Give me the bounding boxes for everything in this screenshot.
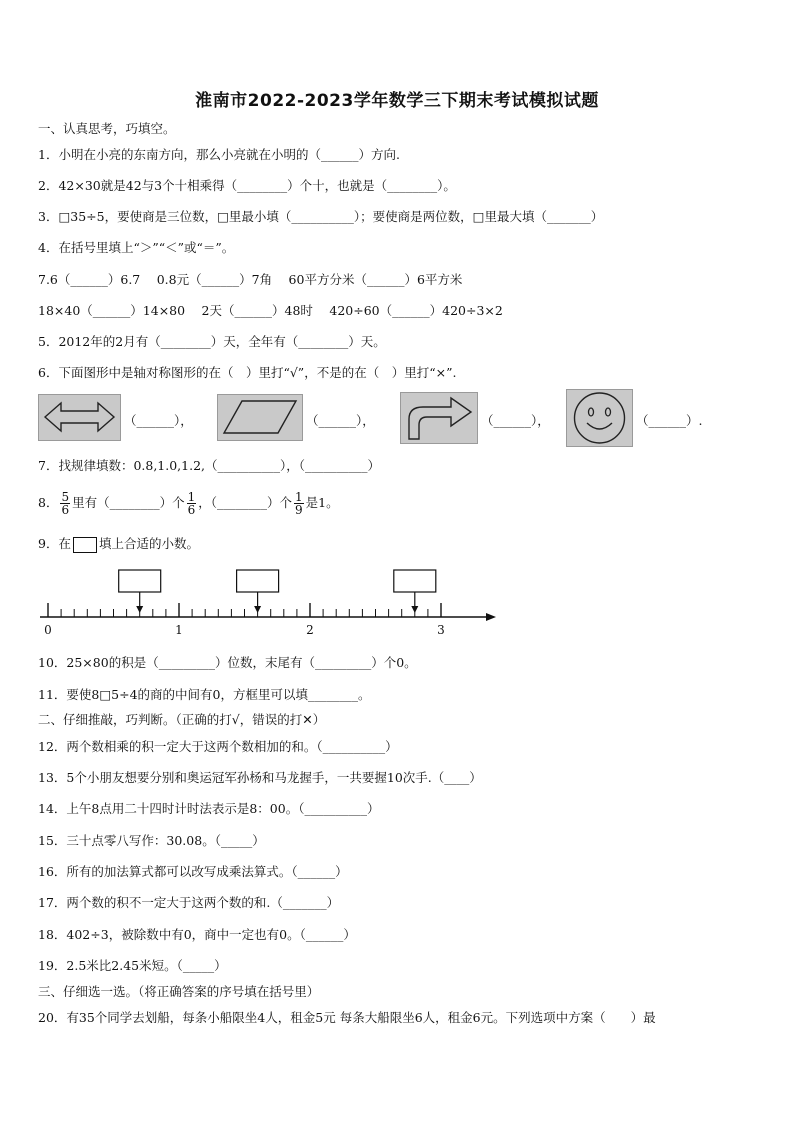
pointer-arrow-icon — [254, 606, 261, 613]
question-6: 6．下面图形中是轴对称图形的在（ ）里打“√”，不是的在（ ）里打“×”. — [38, 365, 457, 380]
number-line — [0, 560, 794, 640]
question-15: 15．三十点零八写作：30.08。（_____） — [38, 833, 265, 848]
question-18: 18．402÷3，被除数中有0，商中一定也有0。（______） — [38, 927, 356, 942]
question-10: 10．25×80的积是（_________）位数，末尾有（_________）个0。 — [38, 655, 417, 670]
question-8-text-1: 里有（________）个 — [72, 495, 185, 510]
answer-box-icon — [73, 537, 97, 553]
question-9: 9．在 填上合适的小数。 — [38, 536, 199, 551]
question-2: 2．42×30就是42与3个十相乘得（________）个十，也就是（________）。 — [38, 178, 456, 193]
question-16: 16．所有的加法算式都可以改写成乘法算式。（______） — [38, 864, 348, 879]
question-8-text-3: 是1。 — [305, 495, 339, 510]
question-3: 3．□35÷5，要使商是三位数，□里最小填（__________）；要使商是两位数，□里最大填（_______） — [38, 209, 604, 224]
question-8-number: 8． — [38, 495, 59, 510]
question-6-blank-4: （______）. — [636, 413, 703, 428]
question-5: 5．2012年的2月有（________）天，全年有（________）天。 — [38, 334, 386, 349]
question-6-blank-3: （______）， — [481, 413, 550, 428]
question-4-row-1: 7.6（______）6.7 0.8元（______）7角 60平方分米（______）6平方米 — [38, 272, 463, 287]
answer-box — [394, 570, 436, 592]
fraction-5-6: $\frac{5}{6}$ — [61, 490, 70, 517]
question-17: 17．两个数的积不一定大于这两个数的和.（_______） — [38, 895, 340, 910]
answer-box — [237, 570, 279, 592]
axis-arrow-icon — [486, 613, 496, 621]
question-12: 12．两个数相乘的积一定大于这两个数相加的和。（__________） — [38, 739, 398, 754]
question-8 — [38, 485, 339, 521]
pointer-arrow-icon — [136, 606, 143, 613]
question-6-blank-1: （______）， — [124, 413, 193, 428]
page-title: 淮南市2022-2023学年数学三下期末考试模拟试题 — [195, 91, 599, 111]
fraction-1-9: $\frac{1}{9}$ — [295, 490, 303, 517]
question-7: 7．找规律填数：0.8,1.0,1.2,（__________），（__________） — [38, 458, 381, 473]
question-11: 11．要使8□5÷4的商的中间有0，方框里可以填________。 — [38, 687, 371, 702]
question-4-row-2: 18×40（______）14×80 2天（______）48时 420÷60（______）420÷3×2 — [38, 303, 503, 318]
fraction-1-6: $\frac{1}{6}$ — [187, 490, 196, 517]
tick-label: 3 — [437, 623, 445, 637]
tick-label: 1 — [175, 623, 183, 637]
question-1: 1．小明在小亮的东南方向，那么小亮就在小明的（______）方向. — [38, 147, 400, 162]
answer-box — [119, 570, 161, 592]
question-6-blank-2: （______）， — [306, 413, 375, 428]
section-3-heading: 三、仔细选一选。（将正确答案的序号填在括号里） — [38, 984, 320, 999]
curved-arrow-shape — [400, 392, 478, 444]
section-1-heading: 一、认真思考，巧填空。 — [38, 121, 176, 136]
tick-label: 2 — [306, 623, 314, 637]
pointer-arrow-icon — [411, 606, 418, 613]
double-arrow-shape — [38, 394, 121, 441]
tick-label: 0 — [44, 623, 52, 637]
question-20: 20．有35个同学去划船，每条小船限坐4人，租金5元 每条大船限坐6人，租金6元。下列选项中方案（ ）最 — [38, 1010, 656, 1025]
question-19: 19．2.5米比2.45米短。（_____） — [38, 958, 227, 973]
question-13: 13．5个小朋友想要分别和奥运冠军孙杨和马龙握手，一共要握10次手.（____） — [38, 770, 482, 785]
section-2-heading: 二、仔细推敲，巧判断。（正确的打√，错误的打✕） — [38, 712, 326, 727]
parallelogram-shape — [217, 394, 303, 441]
question-8-text-2: ，（________）个 — [198, 495, 293, 510]
question-14: 14．上午8点用二十四时计时法表示是8：00。（__________） — [38, 801, 380, 816]
question-4: 4．在括号里填上“＞”“＜”或“＝”。 — [38, 240, 235, 255]
smiley-face-shape — [566, 389, 633, 447]
